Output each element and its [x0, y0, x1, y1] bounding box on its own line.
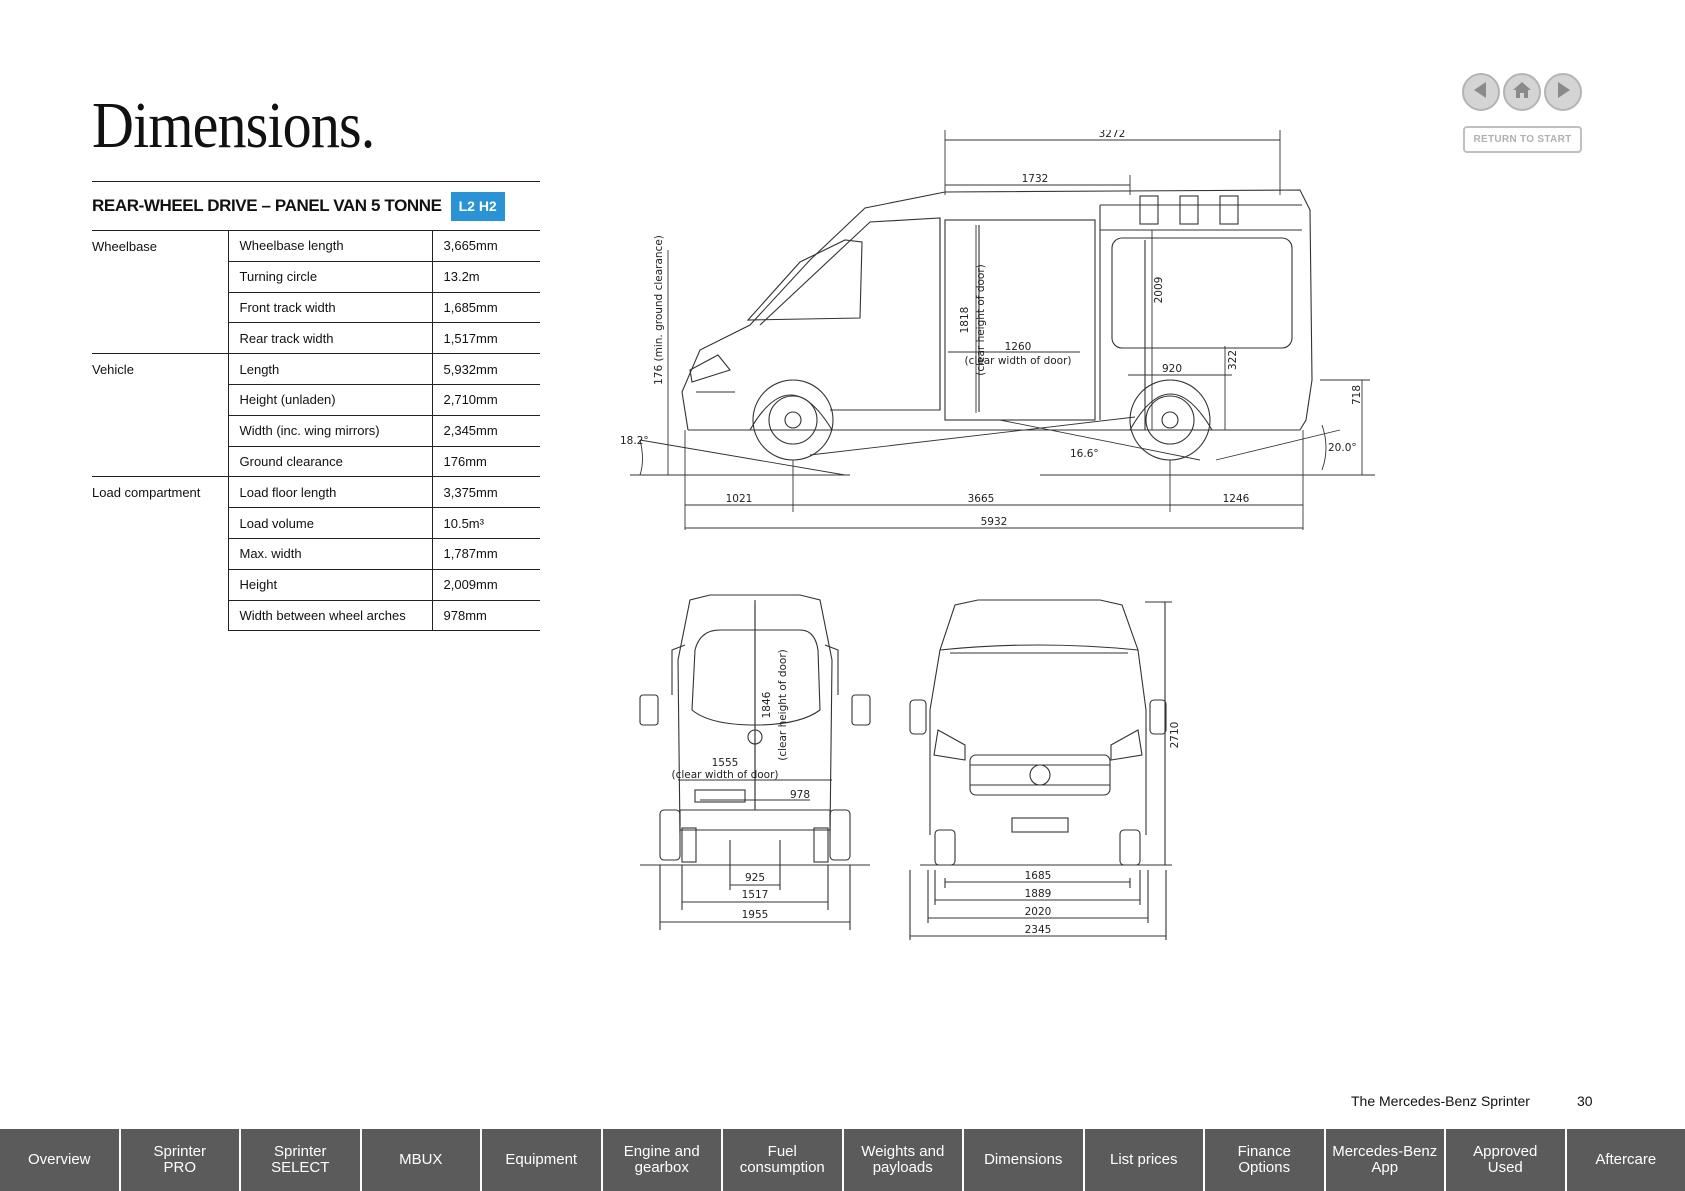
group-label: Load compartment — [92, 477, 228, 631]
table-row — [92, 477, 540, 508]
dim-rear-door-height: 1846 — [761, 691, 773, 719]
row-label: Height — [228, 569, 432, 600]
arrow-left-icon — [1471, 80, 1491, 105]
spec-heading-text: REAR-WHEEL DRIVE – PANEL VAN 5 TONNE — [92, 196, 442, 215]
dim-side-door-height-note: (clear height of door) — [975, 264, 987, 376]
nav-tab-overview[interactable]: Overview — [0, 1129, 119, 1191]
spec-heading — [92, 182, 540, 230]
row-value: 1,685mm — [432, 292, 540, 323]
row-value: 3,665mm — [432, 231, 540, 262]
dim-side-rear-height: 718 — [1351, 384, 1363, 406]
row-label: Width (inc. wing mirrors) — [228, 415, 432, 446]
dim-side-load-height: 2009 — [1153, 276, 1165, 304]
next-page-button[interactable] — [1544, 73, 1582, 111]
dim-overall-length: 5932 — [980, 516, 1008, 528]
nav-tab-weights-payloads[interactable]: Weights and payloads — [844, 1129, 963, 1191]
nav-tab-finance-options[interactable]: Finance Options — [1205, 1129, 1324, 1191]
dim-rear-overhang: 1246 — [1222, 493, 1250, 505]
variant-badge: L2 H2 — [451, 192, 505, 221]
dim-rear-door-width: 1555 — [711, 757, 739, 769]
row-value: 176mm — [432, 446, 540, 477]
footer-brand: The Mercedes-Benz Sprinter — [1351, 1093, 1530, 1109]
row-label: Rear track width — [228, 323, 432, 354]
nav-tab-equipment[interactable]: Equipment — [482, 1129, 601, 1191]
return-to-start-button[interactable]: RETURN TO START — [1463, 126, 1582, 153]
home-icon — [1511, 80, 1533, 105]
dim-breakover-angle: 16.6° — [1070, 448, 1099, 460]
nav-tab-engine-gearbox[interactable]: Engine and gearbox — [603, 1129, 722, 1191]
nav-tab-sprinter-pro[interactable]: Sprinter PRO — [121, 1129, 240, 1191]
group-label: Vehicle — [92, 354, 228, 477]
nav-tab-dimensions[interactable]: Dimensions — [964, 1129, 1083, 1191]
row-label: Length — [228, 354, 432, 385]
row-value: 978mm — [432, 600, 540, 631]
dim-side-arch-height: 322 — [1227, 349, 1239, 371]
dim-front-w2: 2020 — [1024, 906, 1052, 918]
row-label: Max. width — [228, 538, 432, 569]
group-label: Wheelbase — [92, 231, 228, 354]
dim-front-track: 1685 — [1024, 870, 1052, 882]
dim-front-height: 2710 — [1169, 721, 1181, 749]
row-value: 1,787mm — [432, 538, 540, 569]
row-value: 1,517mm — [432, 323, 540, 354]
dim-rear-overall: 1955 — [741, 909, 769, 921]
dim-departure-angle: 20.0° — [1328, 442, 1357, 454]
dim-side-door-width: 1260 — [1004, 341, 1032, 353]
nav-tab-fuel-consumption[interactable]: Fuel consumption — [723, 1129, 842, 1191]
dim-rear-track: 1517 — [741, 889, 769, 901]
row-label: Load volume — [228, 508, 432, 539]
row-value: 2,710mm — [432, 384, 540, 415]
dimension-drawing — [600, 130, 1390, 960]
nav-tab-sprinter-select[interactable]: Sprinter SELECT — [241, 1129, 360, 1191]
prev-page-button[interactable] — [1462, 73, 1500, 111]
nav-tab-mbux[interactable]: MBUX — [362, 1129, 481, 1191]
nav-tab-aftercare[interactable]: Aftercare — [1567, 1129, 1685, 1191]
bottom-navigation — [0, 1129, 1685, 1191]
row-value: 3,375mm — [432, 477, 540, 508]
arrow-right-icon — [1553, 80, 1573, 105]
table-row — [92, 231, 540, 262]
row-value: 5,932mm — [432, 354, 540, 385]
nav-tab-mercedes-benz-app[interactable]: Mercedes-Benz App — [1326, 1129, 1445, 1191]
dim-front-w3: 2345 — [1024, 924, 1052, 936]
dim-side-arch-length: 920 — [1161, 363, 1183, 375]
dim-side-overall-top: 3272 — [1098, 130, 1126, 140]
dim-front-overhang: 1021 — [725, 493, 753, 505]
page-number: 30 — [1577, 1093, 1593, 1109]
row-value: 13.2m — [432, 261, 540, 292]
spec-table — [92, 230, 540, 631]
dim-wheelbase: 3665 — [967, 493, 995, 505]
nav-tab-approved-used[interactable]: Approved Used — [1446, 1129, 1565, 1191]
row-value: 10.5m³ — [432, 508, 540, 539]
dim-rear-door-height-note: (clear height of door) — [777, 649, 789, 761]
row-label: Load floor length — [228, 477, 432, 508]
row-label: Front track width — [228, 292, 432, 323]
row-label: Width between wheel arches — [228, 600, 432, 631]
nav-tab-list-prices[interactable]: List prices — [1085, 1129, 1204, 1191]
table-row — [92, 354, 540, 385]
dim-side-door-width-note: (clear width of door) — [964, 355, 1072, 367]
row-label: Ground clearance — [228, 446, 432, 477]
spec-block — [92, 181, 540, 631]
row-label: Turning circle — [228, 261, 432, 292]
dim-front-w1: 1889 — [1024, 888, 1052, 900]
row-value: 2,345mm — [432, 415, 540, 446]
page-title: Dimensions. — [92, 89, 375, 162]
dim-side-door-height: 1818 — [959, 306, 971, 334]
dim-side-top-small: 1732 — [1021, 173, 1049, 185]
dim-rear-arch-width: 978 — [789, 789, 811, 801]
dim-ground-clearance: 176 (min. ground clearance) — [653, 235, 665, 385]
dim-approach-angle: 18.2° — [620, 435, 649, 447]
home-button[interactable] — [1503, 73, 1541, 111]
dim-rear-inner: 925 — [744, 872, 766, 884]
row-value: 2,009mm — [432, 569, 540, 600]
row-label: Wheelbase length — [228, 231, 432, 262]
dim-rear-door-width-note: (clear width of door) — [671, 769, 779, 781]
row-label: Height (unladen) — [228, 384, 432, 415]
